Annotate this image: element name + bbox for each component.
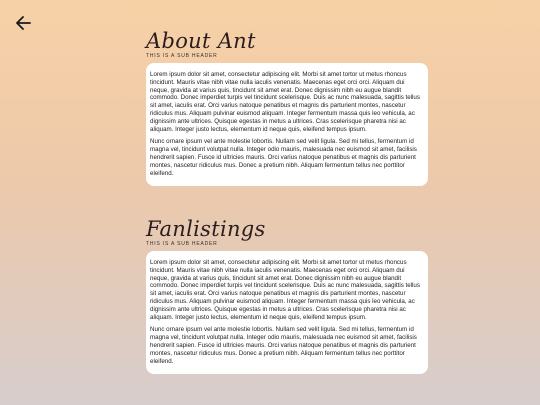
section-subheader: THIS IS A SUB HEADER — [146, 241, 218, 247]
card-paragraph: Lorem ipsum dolor sit amet, consectetur adipiscing elit. Morbi sit amet tortor ut metus rhoncus tincidunt. Mauris vitae nibh vitae nulla iaculis venenatis. Maecenas eget orci orci. Aliquam dui neque, gravida at varius quis, tincidunt sit amet erat. Donec dignissim nibh eu augue blandit commodo. Donec imperdiet turpis vel tincidunt scelerisque. Duis ac nunc malesuada, sagittis tellus sit amet, iaculis erat. Orci varius natoque penatibus et magnis dis parturient montes, nascetur ridiculus mus. Aliquam pulvinar euismod aliquam. Integer fermentum massa quis leo vehicula, ac dignissim ante ultrices. Quisque egestas in metus a ultrices. Cras scelerisque pharetra nisi ac aliquam. Integer justo lectus, elementum id neque quis, eleifend tempus ipsum. — [150, 259, 420, 321]
section-subheader: THIS IS A SUB HEADER — [146, 53, 218, 59]
content-card — [146, 251, 428, 374]
card-paragraph: Nunc ornare ipsum vel ante molestie lobortis. Nullam sed velit ligula. Sed mi tellus, fermentum id magna vel, tincidunt volutpat nulla. Integer odio mauris, malesuada nec euismod sit amet, facilisis hendrerit sapien. Fusce id ultricies mauris. Orci varius natoque penatibus et magnis dis parturient montes, nascetur ridiculus mus. Donec a pretium nibh. Aliquam fermentum tellus nec porttitor eleifend. — [150, 326, 417, 365]
section-title: About Ant — [146, 29, 256, 53]
back-button[interactable] — [12, 12, 34, 34]
about-section — [146, 30, 428, 186]
card-paragraph: Nunc ornare ipsum vel ante molestie lobortis. Nullam sed velit ligula. Sed mi tellus, fermentum id magna vel, tincidunt volutpat nulla. Integer odio mauris, malesuada nec euismod sit amet, facilisis hendrerit sapien. Fusce id ultricies mauris. Orci varius natoque penatibus et magnis dis parturient montes, nascetur ridiculus mus. Donec a pretium nibh. Aliquam fermentum tellus nec porttitor eleifend. — [150, 138, 417, 177]
arrow-left-icon — [15, 15, 31, 31]
content-card — [146, 63, 428, 186]
card-paragraph: Lorem ipsum dolor sit amet, consectetur adipiscing elit. Morbi sit amet tortor ut metus rhoncus tincidunt. Mauris vitae nibh vitae nulla iaculis venenatis. Maecenas eget orci orci. Aliquam dui neque, gravida at varius quis, tincidunt sit amet erat. Donec dignissim nibh eu augue blandit commodo. Donec imperdiet turpis vel tincidunt scelerisque. Duis ac nunc malesuada, sagittis tellus sit amet, iaculis erat. Orci varius natoque penatibus et magnis dis parturient montes, nascetur ridiculus mus. Aliquam pulvinar euismod aliquam. Integer fermentum massa quis leo vehicula, ac dignissim ante ultrices. Quisque egestas in metus a ultrices. Cras scelerisque pharetra nisi ac aliquam. Integer justo lectus, elementum id neque quis, eleifend tempus ipsum. — [150, 71, 420, 133]
section-title: Fanlistings — [146, 217, 266, 241]
fanlistings-section — [146, 218, 428, 374]
